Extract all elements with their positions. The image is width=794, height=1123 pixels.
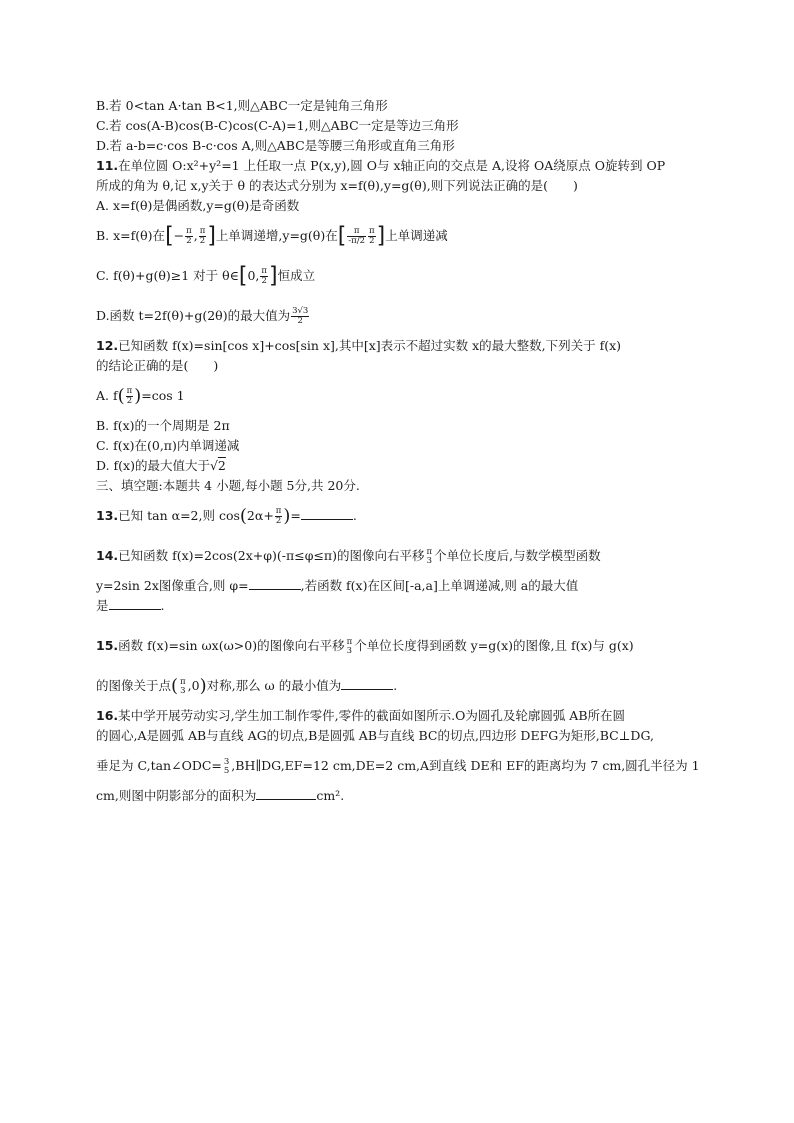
q16-line4 (96, 786, 698, 806)
pi-over-2-fraction-4: $\frac{\pi}{2}$ (126, 386, 133, 406)
interval-bracket-close-2: ] (376, 223, 386, 249)
q11-option-b-post: 上单调递减 (385, 228, 448, 243)
q13-end: . (352, 508, 357, 523)
sqrt-radicand: 2 (217, 458, 226, 473)
q14-phi-blank[interactable] (249, 577, 301, 590)
q14-line3-post: . (160, 598, 165, 613)
pi-over-3-fraction-2: π 3 (346, 636, 353, 656)
pi-over-2-fraction: $\frac{\pi}{2}$ (199, 226, 206, 246)
pi-over-3-fraction-3: π 3 (180, 676, 186, 696)
minus-sign: − (173, 228, 185, 243)
q11-option-b: B. x=f(θ)在[− $\frac{\pi}{2}$ , $\frac{\pi}{2}$ ]上单调递增,y=g(θ)在[ $\frac{\pi}{-\pi/2}$ $\frac{\pi}{2}$ ]上单调递减 (96, 223, 448, 249)
q11-option-c-post: 恒成立 (277, 268, 316, 283)
q14-line3-pre: 是 (96, 598, 109, 613)
q14-a-blank[interactable] (109, 597, 161, 610)
q11-option-d-pre: D.函数 t=2f(θ)+g(2θ)的最大值为 (96, 308, 291, 323)
q13-answer-blank[interactable] (301, 507, 353, 520)
three-root-three-over-two-fraction: $\frac{3√3}{2}$ (292, 306, 309, 326)
section-3-heading: 三、填空题:本题共 4 小题,每小题 5分,共 20分. (96, 478, 360, 493)
q11-option-c (96, 263, 698, 289)
q14-line2 (96, 576, 698, 596)
q15-line2-post: 对称,那么 ω 的最小值为 (206, 678, 342, 693)
q16-line3-pre: 垂足为 C,tan∠ODC= (96, 758, 222, 773)
q14-line1-pre: 已知函数 f(x)=2cos(2x+φ)(-π≤φ≤π)的图像向右平移 (118, 548, 425, 563)
q15-line1-post: 个单位长度得到函数 y=g(x)的图像,且 f(x)与 g(x) (354, 638, 634, 653)
q15-line2-pre: 的图像关于点 (96, 678, 172, 693)
q10-option-b: B.若 0<tan A·tan B<1,则△ABC一定是钝角三角形 (96, 98, 388, 113)
q12-option-b: B. f(x)的一个周期是 2π (96, 418, 230, 433)
sqrt-symbol: √ (209, 458, 218, 473)
q15-number: 15. (96, 638, 119, 653)
q14-line2-pre: y=2sin 2x图像重合,则 φ= (96, 578, 249, 593)
q12-option-a-post: =cos 1 (141, 388, 185, 403)
q14-number: 14. (96, 548, 119, 563)
q11-stem-line1 (96, 156, 698, 176)
q15-point-post: ,0 (187, 678, 200, 693)
q10-option-c: C.若 cos(A-B)cos(B-C)cos(C-A)=1,则△ABC一定是等边三角形 (96, 118, 459, 133)
q11-stem-text1: 在单位圆 O:x²+y²=1 上任取一点 P(x,y),圆 O与 x轴正向的交点是 A,设将 OA绕原点 O旋转到 OP (118, 158, 666, 173)
q11-option-c-pre: C. f(θ)+g(θ)≥1 对于 θ∈ (96, 268, 239, 283)
zero-comma: 0, (247, 268, 260, 283)
q10-option-d: D.若 a-b=c·cos B-c·cos A,则△ABC是等腰三角形或直角三角形 (96, 138, 455, 153)
q12-stem-text1: 已知函数 f(x)=sin[cos x]+cos[sin x],其中[x]表示不超过实数 x的最大整数,下列关于 f(x) (118, 338, 622, 353)
q14-line2-post: ,若函数 f(x)在区间[-a,a]上单调递减,则 a的最大值 (300, 578, 579, 593)
pi-over-2-fraction-3: $\frac{\pi}{2}$ (261, 266, 268, 286)
q11-number: 11. (96, 158, 119, 173)
q11-option-d (96, 306, 698, 326)
q14-line1 (96, 546, 698, 566)
q12-option-d (96, 456, 698, 476)
q12-option-d-pre: D. f(x)的最大值大于 (96, 458, 210, 473)
q15-line2-end: . (393, 678, 398, 693)
q16-answer-blank[interactable] (256, 787, 316, 800)
interval-bracket-open-3: [ (238, 263, 248, 289)
interval-bracket-open-2: [ (337, 223, 347, 249)
q12-stem-line1 (96, 336, 698, 356)
q13-inner: 2α+ (246, 508, 274, 523)
q16-line2: 的圆心,A是圆弧 AB与直线 AG的切点,B是圆弧 AB与直线 BC的切点,四边形 DEFG为矩形,BC⊥DG, (96, 728, 654, 743)
q15-answer-blank[interactable] (341, 677, 393, 690)
q11-option-b-pre: B. x=f(θ)在 (96, 228, 166, 243)
interval-bracket-open: [ (165, 223, 174, 249)
pi-over-2-fraction-2: $\frac{\pi}{2}$ (369, 226, 375, 246)
q13: 13.已知 tan α=2,则 cos(2α+ $\frac{\pi}{2}$ )= . (96, 505, 357, 527)
q14-line1-post: 个单位长度后,与数学模型函数 (434, 548, 601, 563)
q15-line1-pre: 函数 f(x)=sin ωx(ω>0)的图像向右平移 (118, 638, 345, 653)
q12-option-a-pre: A. f (96, 388, 118, 403)
q11-option-a: A. x=f(θ)是偶函数,y=g(θ)是奇函数 (96, 198, 300, 213)
q16-line1-text: 某中学开展劳动实习,学生加工制作零件,零件的截面如图所示.O为圆孔及轮廓圆弧 AB所在圆 (118, 708, 626, 723)
q16-number: 16. (96, 708, 119, 723)
q16-line4-unit: cm². (316, 788, 345, 803)
pi-over-3-fraction: π 3 (426, 546, 433, 566)
q11-stem-line2: 所成的角为 θ,记 x,y关于 θ 的表达式分别为 x=f(θ),y=g(θ),则下列说法正确的是( ) (96, 178, 578, 193)
q13-number: 13. (96, 508, 119, 523)
q13-equals: = (290, 508, 301, 523)
q15-line2: 的图像关于点( π 3 ,0)对称,那么 ω 的最小值为 . (96, 675, 398, 697)
q11-option-b-mid: 上单调递增,y=g(θ)在 (215, 228, 338, 243)
neg-pi-over-2-fraction: $\frac{\pi}{2}$ (186, 226, 192, 246)
q15-line1 (96, 636, 698, 656)
q16-line3-post: ,BH∥DG,EF=12 cm,DE=2 cm,A到直线 DE和 EF的距离均为 7 cm,圆孔半径为 1 (231, 758, 700, 773)
interval-bracket-close: ] (207, 223, 216, 249)
three-fifths-fraction: 3 5 (223, 756, 230, 776)
interval-bracket-close-3: ] (269, 263, 278, 289)
neg-pi-over-2-fraction-2: $\frac{\pi}{-\pi/2}$ (348, 226, 366, 246)
q14-line3 (96, 596, 698, 616)
q13-pre: 已知 tan α=2,则 cos (118, 508, 240, 523)
q12-number: 12. (96, 338, 119, 353)
q12-option-a: A. f( $\frac{\pi}{2}$ )=cos 1 (96, 385, 185, 407)
q12-option-c: C. f(x)在(0,π)内单调递减 (96, 438, 240, 453)
q16-line1 (96, 706, 698, 726)
q12-stem-line2: 的结论正确的是( ) (96, 358, 219, 373)
exam-page (96, 96, 698, 806)
q16-line3 (96, 756, 698, 776)
q16-line4-pre: cm,则图中阴影部分的面积为 (96, 788, 257, 803)
pi-over-2-fraction-5: $\frac{\pi}{2}$ (275, 506, 282, 526)
